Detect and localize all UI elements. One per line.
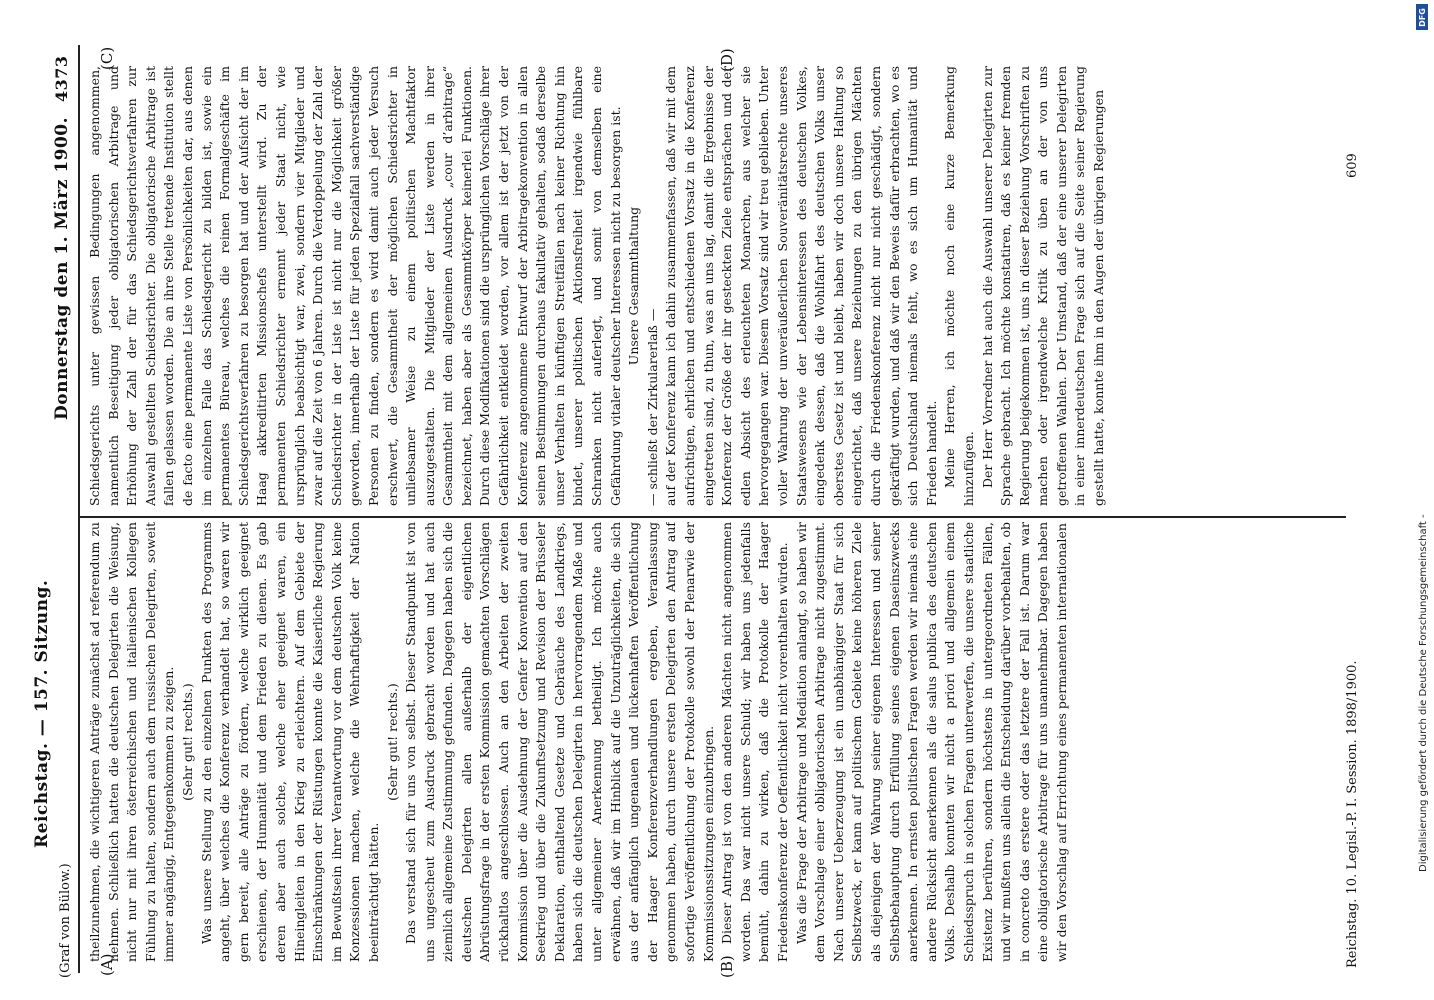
- left-column-paragraph: Was die Frage der Arbitrage und Mediation anlangt, so haben wir dem Vorschlage einer obligatorischen Arbitrage nicht zugestimmt. Nach unserer Ueberzeugung ist ein unabhängiger Staat für sich Selbstzweck, er kann auf politischem Gebiete keine höheren Ziele als diejenigen der Wahrung seiner eigenen Interessen und seiner Selbstbehauptung durch Erfüllung seines eigenen Daseinszwecks anerkennen. In ernsten politischen Fragen werden wir niemals eine andere Rücksicht anerkennen als die salus publica des deutschen Volks. Deshalb konnten wir nicht a priori und allgemein einem Schiedsspruch in solchen Fragen unterwerfen, die unsere staatliche Existenz berühren, sondern höchstens in untergeordneten Fällen, und wir mußten uns allein die Entscheidung darüber vorbehalten, ob in concreto das erstere oder das letztere der Fall ist. Darum war eine obligatorische Arbitrage für uns unannehmbar. Dagegen haben wir den Vorschlag auf Errichtung eines permanenten internationalen: [793, 522, 1069, 962]
- right-column-paragraph: — schließt der Zirkularerlaß —: [644, 308, 660, 506]
- footer-right: 609: [1345, 153, 1360, 178]
- left-column-paragraph: theilzunehmen, die wichtigeren Anträge zunächst ad referendum zu nehmen. Schließlich hatten die deutschen Delegirten die Weisung, nicht nur mit ihren österreichischen und italienischen Kollegen Fühlung zu halten, sondern auch dem russischen Delegirten, soweit immer angängig, Entgegenkommen zu zeigen.: [87, 522, 177, 962]
- right-column-paragraph: Meine Herren, ich möchte noch eine kurze Bemerkung hinzufügen.: [942, 66, 976, 506]
- right-column: [86, 66, 1346, 506]
- header-right: Donnerstag den 1. März 1900.: [52, 116, 72, 420]
- left-column-paragraph: Was unsere Stellung zu den einzelnen Punkten des Programms angeht, über welches die Konferenz verhandelt hat, so waren wir gern bereit, alle Anträge zu fördern, welche wirklich geeignet erschienen, der Humanität und dem Frieden zu dienen. Es gab deren aber auch solche, welche eher geeignet waren, ein Hineingleiten in den Krieg zu erleichtern. Auf dem Gebiete der Einschränkungen der Rüstungen konnte die Kaiserliche Regierung im Bewußtsein ihrer Verantwortung vor dem deutschen Volk keine Konzessionen machen, welche die Wehrhaftigkeit der Nation beeinträchtigt hätten.: [198, 522, 381, 962]
- margin-marker-a: (A): [98, 953, 116, 976]
- footer-left: Reichstag. 10. Legisl.-P. I. Session. 1898/1900.: [1345, 660, 1360, 968]
- margin-marker-c: (C): [98, 46, 116, 70]
- margin-marker-b: (B): [718, 955, 736, 978]
- left-column-paragraph: (Sehr gut! rechts.): [384, 683, 400, 801]
- left-column: [86, 522, 1336, 962]
- speaker-note: (Graf von Bülow.): [58, 863, 73, 978]
- column-rule: [80, 516, 1346, 518]
- right-column-paragraph: Schiedsgerichts unter gewissen Bedingungen angenommen, namentlich Beseitigung jeder obligatorischen Arbitrage und Erhöhung der Zahl der für das Schiedsgerichtsverfahren zur Auswahl gestellten Schiedsrichter. Die obligatorische Arbitrage ist fallen gelassen worden. Die an ihre Stelle tretende Institution stellt de facto eine permanente Liste von Persönlichkeiten dar, aus denen im einzelnen Falle das Schiedsgericht zu bilden ist, sowie ein permanentes Büreau, welches die reinen Formalgeschäfte im Schiedsgerichtsverfahren zu besorgen hat und der Aufsicht der im Haag akkreditirten Missionschefs unterstellt wird. Zu der permanenten Schiedsrichter ernennt jeder Staat nicht, wie ursprünglich beabsichtigt war, zwei, sondern vier Mitglieder und zwar auf die Zeit von 6 Jahren. Durch die Verdoppelung der Zahl der Schiedsrichter in der Liste ist nicht nur die Möglichkeit größer geworden, innerhalb der Liste für jeden Spezialfall sachverständige Personen zu finden, sondern es wird damit auch jeder Versuch erschwert, die Gesammtheit der möglichen Schiedsrichter in unliebsamer Weise zu einem politischen Machtfaktor auszugestalten. Die Mitglieder der Liste werden in ihrer Gesammtheit mit dem allgemeinen Ausdruck „cour d’arbitrage“ bezeichnet, haben aber als Gesammtkörper keinerlei Funktionen. Durch diese Modifikationen sind die ursprünglichen Vorschläge ihrer Gefährlichkeit entkleidet worden, vor allem ist der jetzt von der Konferenz angenommene Entwurf der Arbitragekonvention in allen seinen Bestimmungen durchaus fakultativ gehalten, sodaß derselbe unser Verhalten in künftigen Streitfällen nach keiner Richtung hin bindet, unserer politischen Aktionsfreiheit irgendwie fühlbare Schranken nicht auferlegt, und somit von demselben eine Gefährdung vitaler deutscher Interessen nicht zu besorgen ist.: [87, 66, 623, 506]
- page-number: 4373: [52, 55, 71, 102]
- margin-marker-d: (D): [718, 48, 736, 72]
- header-rule: [78, 45, 80, 973]
- left-column-paragraph: (Sehr gut! rechts.): [179, 683, 195, 801]
- digitization-credit: Digitalisierung gefördert durch die Deutsche Forschungsgemeinschaft -: [1418, 514, 1429, 872]
- left-column-paragraph: Dieser Antrag ist von den anderen Mächten nicht angenommen worden. Das war nicht unsere Schuld; wir haben uns jedenfalls bemüht, dahin zu wirken, daß die Protokolle der Haager Friedenskonferenz der Oeffentlichkeit nicht vorenthalten würden.: [719, 522, 790, 962]
- right-column-paragraph: Unsere Gesammthaltung: [626, 206, 642, 366]
- header-left: Reichstag. — 157. Sitzung.: [32, 579, 52, 848]
- left-column-paragraph: Das verstand sich für uns von selbst. Dieser Standpunkt ist von uns ungescheut zum Ausdruck gebracht worden und hat auch ziemlich allgemeine Zustimmung gefunden. Dagegen haben sich die deutschen Delegirten allen außerhalb der eigentlichen Abrüstungsfrage in der ersten Kommission gemachten Vorschlägen rückhaltlos angeschlossen. Auch an den Arbeiten der zweiten Kommission über die Ausdehnung der Genfer Konvention auf den Seekrieg und über die Zukunftsetzung und Revision der Brüsseler Deklaration, enthaltend Gesetze und Gebräuche des Landkriegs, haben sich die deutschen Delegirten in hervorragendem Maße und unter allgemeiner Anerkennung betheiligt. Ich möchte auch erwähnen, daß wir im Hinblick auf die Unzuträglichkeiten, die sich aus der anfänglich ungenauen und lückenhaften Veröffentlichung der Haager Konferenzverhandlungen ergeben, Veranlassung genommen haben, durch unsere ersten Delegirten den Antrag auf sofortige Veröffentlichung der Protokolle sowohl der Plenarwie der Kommissionssitzungen einzubringen.: [403, 522, 716, 962]
- right-column-paragraph: Der Herr Vorredner hat auch die Auswahl unserer Delegirten zur Sprache gebracht. Ich möchte konstatiren, daß es keiner fremden Regierung beigekommen ist, uns in dieser Beziehung Vorschriften zu machen oder irgendwelche Kritik zu üben an der von uns getroffenen Wahlen. Der Umstand, daß der eine unserer Delegirten in einer innerdeutschen Frage sich auf die Seite seiner Regierung gestellt hatte, konnte ihm in den Augen der übrigen Regierungen: [979, 66, 1107, 506]
- right-column-paragraph: auf der Konferenz kann ich dahin zusammenfassen, daß wir mit dem aufrichtigen, ehrlichen und entschiedenen Vorsatz in die Konferenz eingetreten sind, zu thun, was an uns lag, damit die Ergebnisse der Konferenz der Größe der ihr gesteckten Ziele entsprächen und der edlen Absicht des erleuchteten Monarchen, aus welcher sie hervorgegangen war. Diesem Vorsatz sind wir treu geblieben. Unter voller Wahrung der unveräußerlichen Souveränitätsrechte unseres Staatswesens wie der Lebensinteressen des deutschen Volkes, eingedenk dessen, daß die Wohlfahrt des deutschen Volks unser oberstes Gesetz ist und bleibt, haben wir doch unsere Haltung so eingerichtet, daß unsere Beziehungen zu den übrigen Mächten durch die Friedenskonferenz nicht nur nicht geschädigt, sondern gekräftigt wurden, und daß wir den Beweis dafür erbrachten, wo es sich Deutschland niemals fehlt, wo es sich um Humanität und Frieden handelt.: [663, 66, 939, 506]
- dfg-logo: DFG: [1416, 4, 1428, 30]
